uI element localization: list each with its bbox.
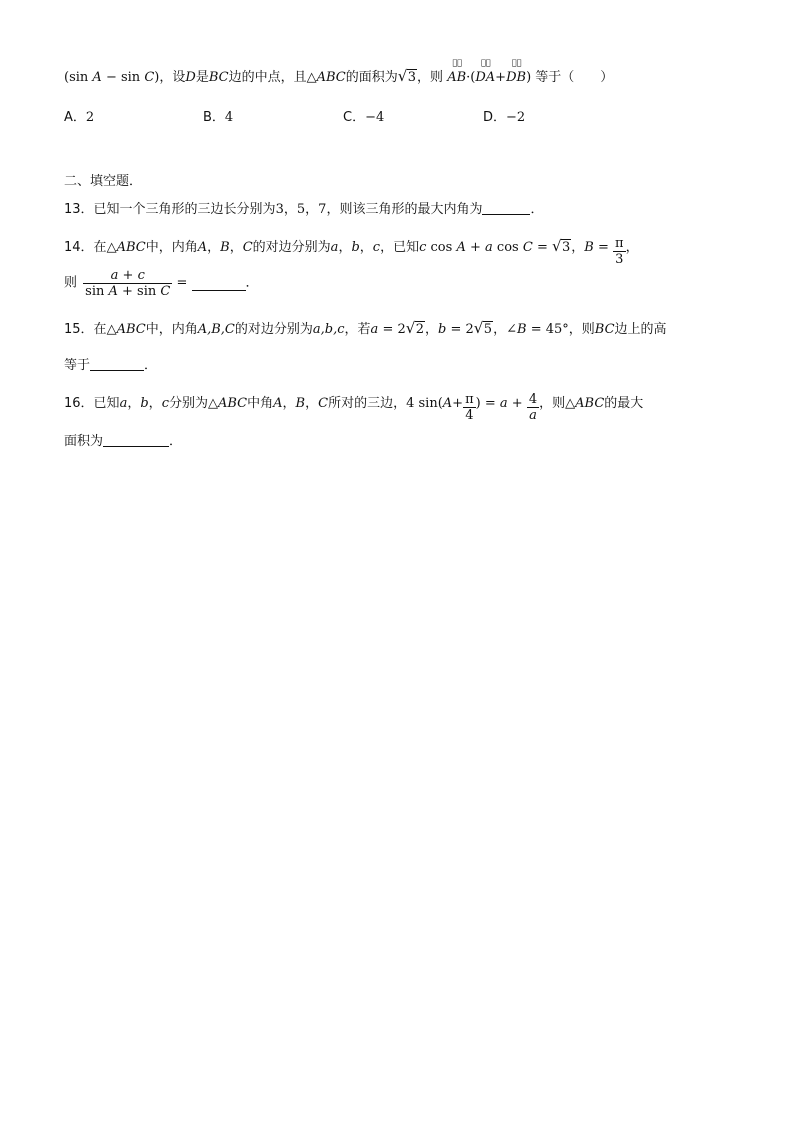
triangle-symbol: △ — [306, 70, 317, 85]
sep: ， — [305, 396, 319, 411]
triangle-symbol: △ — [565, 396, 576, 411]
stem-text: 中角 — [247, 396, 274, 411]
sep: ， — [571, 240, 585, 255]
sqrt-2: √ 2 — [405, 319, 425, 337]
stem-text: 边的中点，且 — [228, 70, 307, 85]
math-num: 5 — [296, 202, 306, 217]
math-var: c — [372, 240, 381, 255]
end-mark: ． — [144, 358, 158, 373]
stem-text: ，已知 — [380, 240, 420, 255]
end-mark: ． — [245, 275, 259, 291]
math-text: + — [511, 396, 523, 411]
math-text: = — [484, 396, 496, 411]
sep: ， — [305, 202, 319, 217]
fraction-pi-over-4: $\frac{\pi}{4}$ — [465, 392, 474, 423]
stem-text: 则 — [64, 275, 78, 291]
triangle-symbol: △ — [106, 322, 117, 337]
stem-text: 在 — [93, 240, 107, 255]
math-var: c — [161, 396, 169, 411]
math-var: a — [485, 240, 493, 255]
math-var: C — [318, 396, 329, 411]
question-13 — [64, 200, 543, 220]
math-var: ABC — [217, 396, 248, 411]
math-var: D — [185, 70, 196, 85]
math-var: A — [197, 240, 208, 255]
triangle-symbol: △ — [106, 240, 117, 255]
math-var: A — [456, 240, 466, 255]
sep: ， — [282, 396, 296, 411]
math-var: A,B,C — [197, 322, 235, 337]
math-text: (sin — [64, 70, 89, 85]
stem-text: 的面积为 — [345, 70, 398, 85]
sep: ， — [283, 202, 297, 217]
math-var: BC — [594, 322, 615, 337]
stem-text: ，则 — [539, 396, 566, 411]
math-text: ) — [154, 70, 160, 85]
sep: ， — [338, 240, 352, 255]
math-text: 4 sin( — [406, 396, 443, 411]
option-a[interactable]: A．2 — [64, 110, 95, 125]
math-var: A — [92, 70, 102, 85]
math-num: 3 — [275, 202, 284, 217]
stem-text: 的对边分别为 — [252, 240, 331, 255]
option-c[interactable]: C．−4 — [343, 110, 385, 125]
question-16-line2 — [64, 432, 182, 452]
sep: ， — [493, 322, 507, 337]
stem-text: 等于 — [64, 358, 91, 373]
question-14-line2 — [64, 268, 259, 299]
option-b[interactable]: B．4 — [203, 110, 234, 125]
sep: ， — [127, 396, 141, 411]
stem-text: 已知一个三角形的三边长分别为 — [93, 202, 276, 217]
math-var: a — [119, 396, 128, 411]
question-15-line2 — [64, 356, 157, 376]
stem-text: 中，内角 — [145, 240, 198, 255]
math-var: C — [144, 70, 155, 85]
sep: ， — [425, 322, 439, 337]
question-number: 14． — [64, 240, 94, 255]
answer-blank[interactable] — [90, 356, 144, 371]
math-var: b — [351, 240, 360, 255]
math-var: a,b,c — [312, 322, 345, 337]
q12-stem-line — [64, 58, 614, 88]
sep: ， — [229, 240, 243, 255]
fraction-pi-over-3: $\frac{\pi}{3}$ — [615, 236, 624, 267]
math-text: = — [176, 275, 188, 291]
math-var: a — [330, 240, 339, 255]
math-text: ) — [475, 396, 481, 411]
stem-text: ，则 — [417, 70, 444, 85]
sep: ， — [625, 240, 639, 255]
math-text: + — [495, 70, 507, 85]
sep: ， — [359, 240, 373, 255]
end-mark: ． — [169, 434, 183, 449]
stem-text: 面积为 — [64, 434, 104, 449]
option-d[interactable]: D．−2 — [483, 110, 526, 125]
math-var: a — [499, 396, 508, 411]
question-16 — [64, 392, 643, 423]
sqrt-3: √ 3 — [551, 237, 571, 255]
math-text: + — [452, 396, 464, 411]
stem-text: 分别为 — [168, 396, 208, 411]
math-text: ·( — [466, 70, 476, 85]
math-text: = — [536, 240, 548, 255]
math-text: cos — [430, 240, 453, 255]
math-var: B — [517, 322, 527, 337]
question-14 — [64, 236, 639, 267]
stem-text: 边上的高 — [614, 322, 667, 337]
stem-text: 中，内角 — [145, 322, 198, 337]
math-text: = 2 — [382, 322, 406, 337]
end-mark: ． — [530, 202, 544, 217]
answer-blank[interactable] — [482, 200, 530, 215]
math-var: C — [522, 240, 533, 255]
math-var: ABC — [116, 240, 146, 255]
math-text: ) — [526, 70, 532, 85]
math-var: B — [584, 240, 594, 255]
math-text: cos — [496, 240, 519, 255]
stem-text: ，则该三角形的最大内角为 — [326, 202, 483, 217]
stem-text: ，则 — [568, 322, 595, 337]
stem-text: 等于（ ） — [535, 70, 614, 85]
angle-symbol: ∠ — [506, 322, 517, 337]
stem-text: 的最大 — [604, 396, 644, 411]
math-var: a — [370, 322, 379, 337]
math-text: = — [597, 240, 609, 255]
section-title: 二、填空题． — [64, 174, 143, 189]
question-number: 16． — [64, 396, 94, 411]
math-var: BC — [208, 70, 229, 85]
sep: ， — [207, 240, 221, 255]
answer-blank[interactable] — [103, 432, 169, 447]
fraction-a-plus-c-over-sin: $\frac{a + c}{\text{sin A + sin C}}$ — [85, 268, 171, 299]
vector-DB: ꟷ⃗ DB — [506, 58, 527, 85]
math-var: A — [442, 396, 453, 411]
math-var: C — [242, 240, 253, 255]
math-text: = 2 — [450, 322, 474, 337]
math-text: = 45° — [530, 322, 569, 337]
stem-text: 在 — [93, 322, 107, 337]
fraction-4-over-a: $\frac{4}{a}$ — [528, 392, 538, 423]
sqrt-5: √ 5 — [473, 319, 493, 337]
sep: ， — [148, 396, 162, 411]
answer-blank[interactable] — [192, 276, 246, 291]
math-var: b — [140, 396, 149, 411]
question-15 — [64, 320, 667, 340]
stem-text: ，设 — [159, 70, 186, 85]
math-var: B — [220, 240, 230, 255]
stem-text: 所对的三边， — [328, 396, 407, 411]
vector-DA: ꟷ⃗ DA — [475, 58, 496, 85]
triangle-symbol: △ — [207, 396, 218, 411]
stem-text: 已知 — [93, 396, 120, 411]
question-number: 15． — [64, 322, 94, 337]
math-var: ABC — [575, 396, 605, 411]
math-var: ABC — [316, 70, 346, 85]
sqrt-3: √ 3 — [397, 67, 417, 85]
stem-text: ，若 — [344, 322, 371, 337]
question-number: 13． — [64, 202, 94, 217]
stem-text: 是 — [195, 70, 209, 85]
math-var: c — [419, 240, 427, 255]
math-var: b — [438, 322, 447, 337]
math-var: ABC — [116, 322, 146, 337]
math-text: − sin — [105, 70, 141, 85]
stem-text: 的对边分别为 — [234, 322, 313, 337]
vector-AB: ꟷ⃗ AB — [447, 58, 467, 85]
math-var: B — [295, 396, 306, 411]
math-var: A — [273, 396, 283, 411]
math-num: 7 — [318, 202, 327, 217]
math-text: + — [469, 240, 481, 255]
